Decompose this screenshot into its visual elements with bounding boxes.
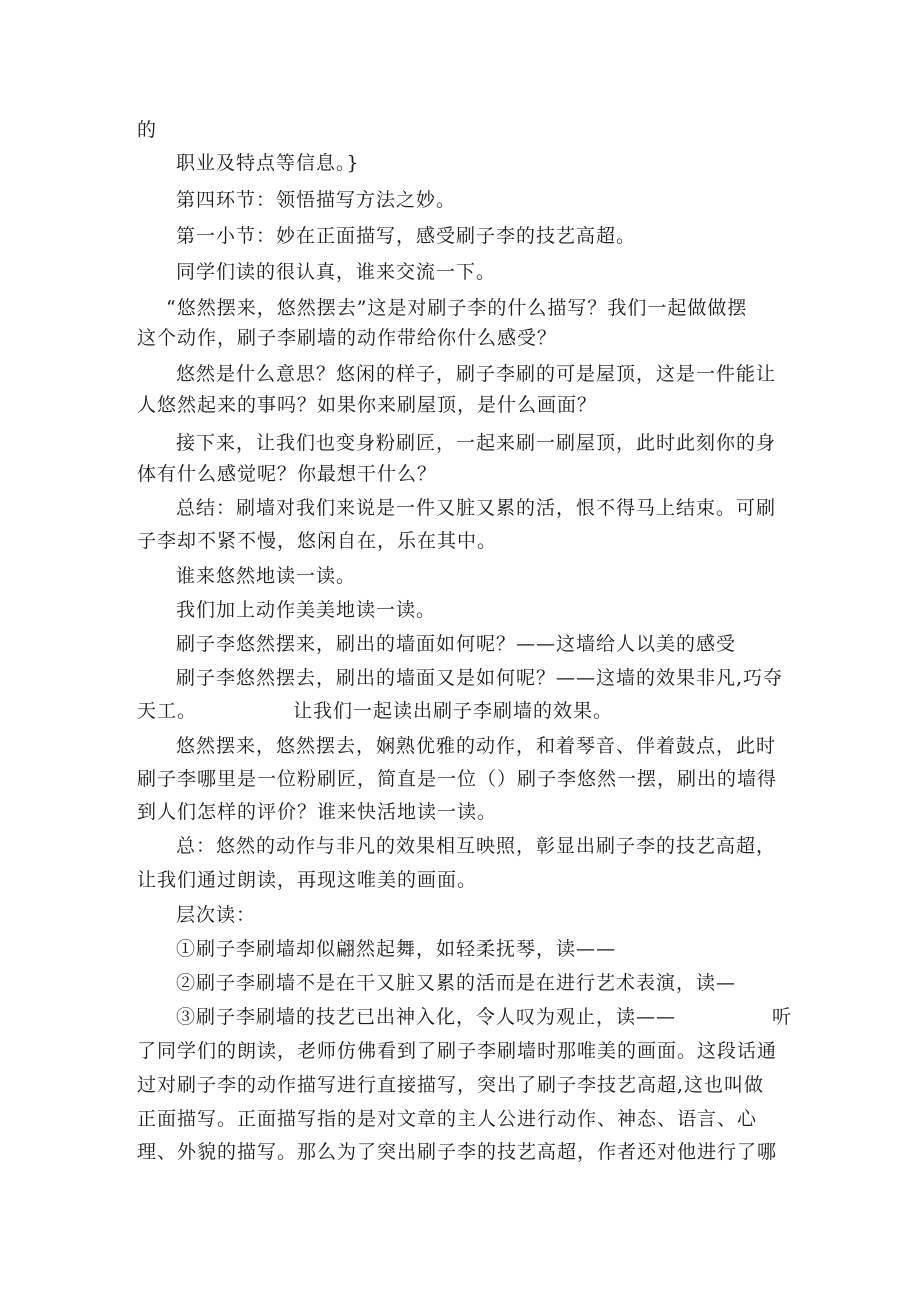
text-line: 让我们通过朗读，再现这唯美的画面。 [137, 869, 478, 891]
text-line: 的 [137, 119, 158, 141]
list-item: ②刷子李刷墙不是在干又脏又累的活而是在进行艺术表演，读— [176, 972, 737, 994]
text-fragment: 天工。 [137, 700, 198, 722]
text-line: 体有什么感觉呢？你最想干什么？ [137, 463, 438, 485]
text-line: 子李却不紧不慢，悠闲自在，乐在其中。 [137, 530, 498, 552]
text-line: 总结：刷墙对我们来说是一件又脏又累的活，恨不得马上结束。可刷 [176, 497, 777, 519]
list-item: ①刷子李刷墙却似翩然起舞，如轻柔抚琴，读—— [176, 938, 617, 960]
text-line: 正面描写。正面描写指的是对文章的主人公进行动作、神态、语言、心 [137, 1108, 758, 1130]
text-line: 过对刷子李的动作描写进行直接描写，突出了刷子李技艺高超,这也叫做 [137, 1074, 765, 1096]
section-heading: 第四环节：领悟描写方法之妙。 [176, 189, 457, 211]
text-line: 刷子李悠然摆去，刷出的墙面又是如何呢？——这墙的效果非凡,巧夺 [176, 667, 784, 689]
text-fragment: ③刷子李刷墙的技艺已出神入化，令人叹为观止，读—— [176, 1006, 677, 1028]
text-line: 职业及特点等信息。} [176, 152, 360, 174]
text-line: 悠然是什么意思？悠闲的样子，刷子李刷的可是屋顶，这是一件能让 [176, 363, 777, 385]
text-line: 理、外貌的描写。那么为了突出刷子李的技艺高超，作者还对他进行了哪 [137, 1141, 778, 1163]
text-line: 到人们怎样的评价？谁来快活地读一读。 [137, 801, 498, 823]
text-line: 刷子李哪里是一位粉刷匠，简直是一位（）刷子李悠然一摆，刷出的墙得 [137, 768, 778, 790]
text-line: 这个动作，刷子李刷墙的动作带给你什么感受？ [137, 327, 558, 349]
text-line: 接下来，让我们也变身粉刷匠，一起来刷一刷屋顶，此时此刻你的身 [176, 432, 777, 454]
text-line: “悠然摆来，悠然摆去”这是对刷子李的什么描写？我们一起做做摆 [166, 297, 748, 319]
text-line: 总：悠然的动作与非凡的效果相互映照，彰显出刷子李的技艺高超， [176, 835, 777, 857]
text-line: 我们加上动作美美地读一读。 [176, 599, 437, 621]
list-item [176, 1005, 792, 1029]
text-line [137, 699, 613, 723]
text-line: 人悠然起来的事吗？如果你来刷屋顶，是什么画面？ [137, 394, 598, 416]
text-fragment: 听 [772, 1006, 793, 1028]
text-fragment: 让我们一起读出刷子李刷墙的效果。 [293, 700, 614, 722]
text-line: 层次读： [176, 904, 257, 926]
subsection-heading: 第一小节：妙在正面描写，感受刷子李的技艺高超。 [176, 225, 637, 247]
text-line: 同学们读的很认真，谁来交流一下。 [176, 261, 497, 283]
text-line: 悠然摆来，悠然摆去，娴熟优雅的动作，和着琴音、伴着鼓点，此时 [176, 735, 777, 757]
text-line: 谁来悠然地读一读。 [176, 565, 357, 587]
text-line: 刷子李悠然摆来，刷出的墙面如何呢？——这墙给人以美的感受 [176, 633, 737, 655]
text-line: 了同学们的朗读，老师仿佛看到了刷子李刷墙时那唯美的画面。这段话通 [137, 1040, 778, 1062]
